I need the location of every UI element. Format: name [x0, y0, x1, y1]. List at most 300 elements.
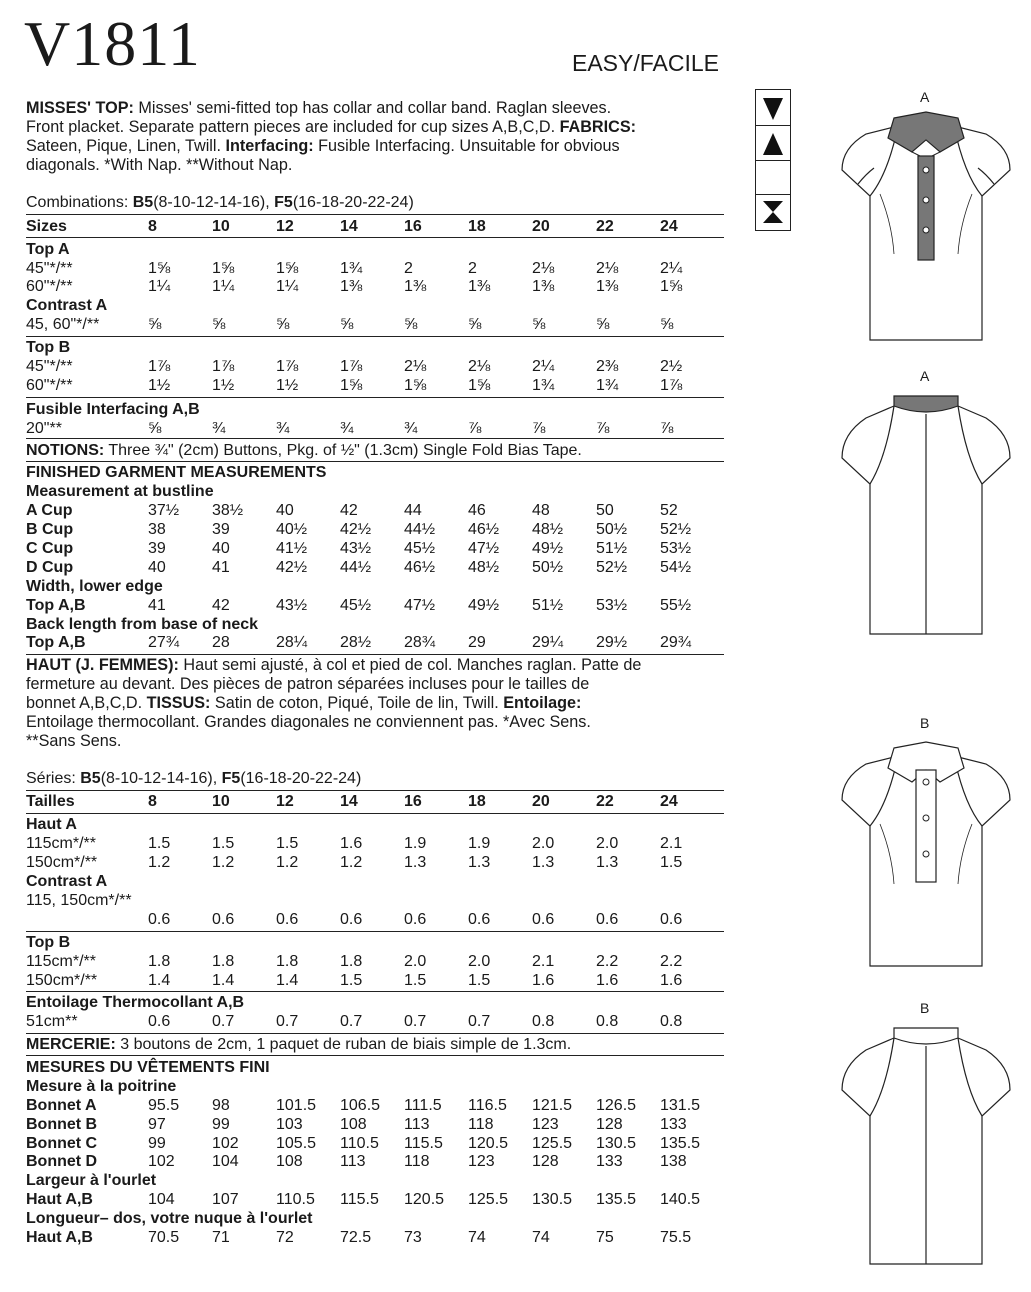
table-cell: 53½	[660, 540, 692, 557]
table-cell: 20	[532, 793, 550, 810]
row-label: 51cm**	[26, 1013, 78, 1030]
table-cell: 50½	[596, 521, 628, 538]
combo-code: F5	[221, 770, 241, 787]
row-label: A Cup	[26, 502, 73, 519]
table-cell: 44½	[404, 521, 436, 538]
table-cell: 20	[532, 218, 550, 235]
row-label: Bonnet C	[26, 1135, 98, 1152]
table-cell: 0.7	[468, 1013, 491, 1030]
row-label: Mesure à la poitrine	[26, 1078, 177, 1095]
table-row	[26, 615, 726, 634]
table-cell: 120.5	[404, 1191, 445, 1208]
symbol-divider	[756, 125, 790, 126]
table-cell: 135.5	[660, 1135, 701, 1152]
table-cell: 1.5	[148, 835, 171, 852]
sizes-header-row	[26, 217, 726, 236]
table-cell: 8	[148, 793, 157, 810]
view-b-front-sketch	[836, 734, 1016, 970]
tissus-heading: TISSUS:	[146, 694, 211, 712]
table-cell: 0.6	[276, 911, 299, 928]
table-row	[26, 1077, 726, 1096]
table-cell: 54½	[660, 559, 692, 576]
table-cell: 29¾	[660, 634, 692, 651]
table-cell: 28¾	[404, 634, 436, 651]
table-cell: 71	[212, 1229, 230, 1246]
table-cell: 41½	[276, 540, 308, 557]
table-cell: 104	[212, 1153, 239, 1170]
table-cell: 99	[148, 1135, 166, 1152]
difficulty-label: EASY/FACILE	[572, 50, 720, 76]
table-cell: 52½	[660, 521, 692, 538]
table-row	[26, 633, 726, 652]
table-cell: 2	[468, 260, 477, 277]
table-cell: 40½	[276, 521, 308, 538]
table-cell: 131.5	[660, 1097, 701, 1114]
table-row	[26, 1152, 726, 1171]
table-cell: 42	[340, 502, 358, 519]
table-cell: 55½	[660, 597, 692, 614]
desc-text: bonnet A,B,C,D.	[26, 694, 147, 712]
table-cell: 46½	[404, 559, 436, 576]
pattern-number: V1811	[24, 8, 201, 79]
row-label: Bonnet A	[26, 1097, 97, 1114]
table-cell: 0.6	[532, 911, 555, 928]
desc-text: Misses' semi-fitted top has collar and collar band. Raglan sleeves.	[133, 99, 612, 117]
notions-text: Three ¾" (2cm) Buttons, Pkg. of ½" (1.3cm) Single Fold Bias Tape.	[104, 442, 582, 459]
row-label: 150cm*/**	[26, 854, 98, 871]
table-cell: 123	[468, 1153, 495, 1170]
interfacing-heading: Interfacing:	[225, 137, 314, 155]
table-cell: 1¼	[148, 278, 171, 295]
table-cell: ⅝	[404, 316, 418, 333]
table-row	[26, 971, 726, 990]
table-cell: 2	[404, 260, 413, 277]
table-cell: 2.0	[404, 953, 427, 970]
table-cell: 29¼	[532, 634, 564, 651]
table-cell: 1.8	[148, 953, 171, 970]
table-cell: 41	[212, 559, 230, 576]
combo-code: F5	[274, 194, 293, 211]
row-label: Bonnet B	[26, 1116, 98, 1133]
table-cell: 1½	[212, 377, 235, 394]
table-cell: 39	[148, 540, 166, 557]
mercerie-row	[26, 1035, 726, 1054]
table-cell: 0.6	[404, 911, 427, 928]
table-cell: 18	[468, 793, 486, 810]
table-cell: 110.5	[340, 1135, 379, 1152]
combo-sizes: (8-10-12-14-16),	[153, 194, 270, 211]
table-cell: 2.0	[596, 835, 619, 852]
table-cell: 75	[596, 1229, 614, 1246]
table-cell: 1⅝	[340, 377, 363, 394]
table-cell: 47½	[468, 540, 500, 557]
combinations-label: Combinations:	[26, 194, 129, 211]
table-cell: 72.5	[340, 1229, 372, 1246]
table-cell: 1.3	[532, 854, 555, 871]
row-label: 45"*/**	[26, 260, 73, 277]
table-cell: 1.2	[148, 854, 171, 871]
row-label: Haut A	[26, 816, 77, 833]
row-label: Haut A,B	[26, 1191, 93, 1208]
table-cell: 1.5	[212, 835, 235, 852]
table-cell: 41	[148, 597, 166, 614]
table-cell: 2.2	[596, 953, 619, 970]
mercerie-heading: MERCERIE:	[26, 1036, 116, 1053]
table-cell: 0.6	[212, 911, 235, 928]
table-cell: 43½	[340, 540, 372, 557]
table-cell: 1.5	[340, 972, 363, 989]
table-cell: 1.9	[468, 835, 491, 852]
desc-heading: HAUT (J. FEMMES):	[26, 656, 179, 674]
table-cell: 113	[340, 1153, 366, 1170]
table-cell: 1⅝	[148, 260, 171, 277]
view-label: B	[920, 715, 930, 731]
table-cell: 1⅝	[468, 377, 491, 394]
table-cell: 123	[532, 1116, 559, 1133]
table-cell: 130.5	[596, 1135, 637, 1152]
table-cell: 2¼	[660, 260, 683, 277]
table-cell: 107	[212, 1191, 239, 1208]
table-cell: 38	[148, 521, 166, 538]
combo-code: B5	[80, 770, 101, 787]
table-cell: 1.8	[212, 953, 235, 970]
row-label: 115cm*/**	[26, 835, 96, 852]
table-cell: 47½	[404, 597, 436, 614]
table-rule	[26, 790, 724, 791]
table-cell: 0.7	[276, 1013, 299, 1030]
table-cell: 126.5	[596, 1097, 637, 1114]
table-cell: 118	[404, 1153, 430, 1170]
row-label: Longueur– dos, votre nuque à l'ourlet	[26, 1210, 313, 1227]
row-label: Width, lower edge	[26, 578, 163, 595]
table-cell: 1.4	[148, 972, 171, 989]
table-cell: 51½	[532, 597, 564, 614]
row-label: Tailles	[26, 793, 75, 810]
table-rule	[26, 991, 724, 992]
table-rule	[26, 1033, 724, 1034]
table-cell: 48½	[532, 521, 564, 538]
table-cell: ⅞	[660, 420, 674, 437]
table-row	[26, 1190, 726, 1209]
row-label: 60"*/**	[26, 377, 73, 394]
table-cell: 48	[532, 502, 550, 519]
desc-text: Front placket. Separate pattern pieces are included for cup sizes A,B,C,D.	[26, 118, 560, 136]
table-cell: 52	[660, 502, 678, 519]
table-row	[26, 338, 726, 357]
table-cell: 46½	[468, 521, 500, 538]
table-cell: 28	[212, 634, 230, 651]
table-cell: 0.8	[596, 1013, 619, 1030]
row-label: Contrast A	[26, 297, 108, 314]
table-row	[26, 277, 726, 296]
triangle-up-icon	[763, 133, 783, 155]
row-label: Haut A,B	[26, 1229, 93, 1246]
table-cell: 1.6	[660, 972, 683, 989]
table-cell: 1.3	[596, 854, 619, 871]
table-row	[26, 240, 726, 259]
desc-text: Sateen, Pique, Linen, Twill.	[26, 137, 226, 155]
symbol-divider	[756, 160, 790, 161]
table-cell: 1.5	[660, 854, 683, 871]
fabric-symbol-box	[755, 89, 791, 231]
table-cell: 1½	[276, 377, 299, 394]
table-cell: 0.7	[212, 1013, 235, 1030]
table-cell: 115.5	[404, 1135, 443, 1152]
table-rule	[26, 1055, 724, 1056]
view-label: A	[920, 368, 930, 384]
table-cell: 16	[404, 218, 422, 235]
notions-heading: NOTIONS:	[26, 442, 105, 459]
desc-text: Fusible Interfacing. Unsuitable for obvious	[313, 137, 620, 155]
table-cell: 0.6	[596, 911, 619, 928]
table-cell: 101.5	[276, 1097, 317, 1114]
table-row	[26, 1012, 726, 1031]
table-cell: 2.1	[532, 953, 555, 970]
table-row	[26, 993, 726, 1012]
english-description	[26, 99, 726, 175]
table-cell: 2⅛	[468, 358, 491, 375]
table-cell: 1⅞	[212, 358, 235, 375]
table-cell: 2⅛	[532, 260, 555, 277]
row-label: C Cup	[26, 540, 74, 557]
table-cell: 50	[596, 502, 614, 519]
row-label: Bonnet D	[26, 1153, 98, 1170]
table-cell: 99	[212, 1116, 230, 1133]
table-cell: ⅝	[276, 316, 290, 333]
table-cell: ⅞	[596, 420, 610, 437]
table-cell: 18	[468, 218, 486, 235]
table-row	[26, 400, 726, 419]
table-cell: 29½	[596, 634, 628, 651]
symbol-divider	[756, 194, 790, 195]
table-cell: 74	[532, 1229, 550, 1246]
table-cell: 104	[148, 1191, 175, 1208]
row-label: Top B	[26, 934, 71, 951]
table-cell: 1¼	[276, 278, 299, 295]
table-cell: 28½	[340, 634, 372, 651]
table-cell: 70.5	[148, 1229, 180, 1246]
table-cell: 0.6	[148, 911, 171, 928]
table-cell: 1.6	[340, 835, 363, 852]
table-cell: ⅝	[660, 316, 674, 333]
table-cell: 24	[660, 793, 678, 810]
table-cell: 116.5	[468, 1097, 507, 1114]
table-cell: 1⅝	[212, 260, 235, 277]
fabrics-heading: FABRICS:	[559, 118, 637, 136]
row-label: Top A,B	[26, 597, 86, 614]
table-row	[26, 501, 726, 520]
table-cell: 1.6	[532, 972, 555, 989]
table-cell: 1⅜	[596, 278, 619, 295]
table-cell: 39	[212, 521, 230, 538]
table-cell: 8	[148, 218, 157, 235]
desc-text: **Sans Sens.	[26, 732, 122, 750]
table-cell: 0.7	[340, 1013, 363, 1030]
table-cell: 53½	[596, 597, 628, 614]
table-row	[26, 815, 726, 834]
table-cell: 27¾	[148, 634, 180, 651]
table-cell: 2¼	[532, 358, 555, 375]
table-cell: 115.5	[340, 1191, 379, 1208]
table-cell: 1.2	[212, 854, 235, 871]
table-cell: 1.2	[276, 854, 299, 871]
table-cell: 1⅞	[340, 358, 363, 375]
table-cell: 1⅜	[532, 278, 555, 295]
table-cell: 28¼	[276, 634, 308, 651]
table-row	[26, 1096, 726, 1115]
row-label: Sizes	[26, 218, 67, 235]
table-cell: 140.5	[660, 1191, 701, 1208]
table-cell: ⅝	[468, 316, 482, 333]
mercerie-text: 3 boutons de 2cm, 1 paquet de ruban de biais simple de 1.3cm.	[115, 1036, 572, 1053]
table-cell: 46	[468, 502, 486, 519]
table-cell: 1.4	[212, 972, 235, 989]
row-label: Back length from base of neck	[26, 616, 259, 633]
table-row	[26, 933, 726, 952]
table-cell: 0.8	[532, 1013, 555, 1030]
table-rule	[26, 237, 724, 238]
table-cell: 135.5	[596, 1191, 637, 1208]
table-cell: 1.5	[276, 835, 299, 852]
view-b-back-sketch	[836, 1024, 1016, 1272]
combo-code: B5	[132, 194, 154, 211]
table-cell: 111.5	[404, 1097, 442, 1114]
table-cell: 10	[212, 218, 230, 235]
table-cell: 138	[660, 1153, 687, 1170]
table-cell: 1⅜	[404, 278, 427, 295]
notions-row	[26, 441, 726, 460]
table-row	[26, 1171, 726, 1190]
table-cell: 102	[212, 1135, 239, 1152]
table-cell: 40	[212, 540, 230, 557]
row-label: Entoilage Thermocollant A,B	[26, 994, 245, 1011]
table-cell: 1⅜	[340, 278, 363, 295]
desc-text: Haut semi ajusté, à col et pied de col. Manches raglan. Patte de	[178, 656, 642, 674]
table-cell: 108	[276, 1153, 303, 1170]
row-label: 115cm*/**	[26, 953, 96, 970]
desc-heading: MISSES' TOP:	[26, 99, 134, 117]
table-cell: 1⅞	[276, 358, 299, 375]
table-row	[26, 259, 726, 278]
table-row	[26, 834, 726, 853]
row-label: 20"**	[26, 420, 62, 437]
table-row	[26, 872, 726, 891]
table-cell: 38½	[212, 502, 244, 519]
table-cell: 50½	[532, 559, 564, 576]
table-cell: 1.4	[276, 972, 299, 989]
table-cell: 12	[276, 793, 294, 810]
table-cell: 1.5	[468, 972, 491, 989]
table-rule	[26, 214, 724, 215]
table-cell: 10	[212, 793, 230, 810]
table-cell: 51½	[596, 540, 628, 557]
table-cell: ⅝	[532, 316, 546, 333]
desc-text: Entoilage thermocollant. Grandes diagonales ne conviennent pas. *Avec Sens.	[26, 713, 591, 731]
table-rule	[26, 397, 724, 398]
table-cell: 0.7	[404, 1013, 427, 1030]
table-row	[26, 558, 726, 577]
table-row	[26, 419, 726, 438]
row-label: Fusible Interfacing A,B	[26, 401, 200, 418]
series-line	[26, 770, 361, 788]
table-cell: ¾	[212, 420, 226, 437]
table-cell: 1⅜	[468, 278, 491, 295]
sizes-header-row	[26, 792, 726, 811]
table-cell: 108	[340, 1116, 367, 1133]
table-row	[26, 357, 726, 376]
table-cell: ¾	[340, 420, 354, 437]
table-cell: 42	[212, 597, 230, 614]
table-cell: 133	[596, 1153, 623, 1170]
table-rule	[26, 438, 724, 439]
table-cell: 98	[212, 1097, 230, 1114]
table-cell: 128	[532, 1153, 559, 1170]
row-label: D Cup	[26, 559, 74, 576]
table-cell: 1⅝	[276, 260, 299, 277]
table-cell: ¾	[404, 420, 418, 437]
table-cell: ¾	[276, 420, 290, 437]
table-cell: 1⅞	[660, 377, 683, 394]
view-a-back-sketch	[836, 392, 1016, 642]
table-row	[26, 1134, 726, 1153]
table-cell: 0.6	[148, 1013, 171, 1030]
series-label: Séries:	[26, 770, 76, 787]
table-cell: ⅝	[340, 316, 354, 333]
table-cell: ⅞	[468, 420, 482, 437]
table-cell: 48½	[468, 559, 500, 576]
table-cell: 0.6	[468, 911, 491, 928]
table-cell: 95.5	[148, 1097, 180, 1114]
row-label: 60"*/**	[26, 278, 73, 295]
table-row	[26, 296, 726, 315]
table-rule	[26, 654, 724, 655]
row-label: MESURES DU VÊTEMENTS FINI	[26, 1059, 270, 1076]
table-cell: 97	[148, 1116, 166, 1133]
row-label: 45, 60"*/**	[26, 316, 100, 333]
row-label: Top A	[26, 241, 70, 258]
table-cell: 1.5	[404, 972, 427, 989]
table-cell: 22	[596, 793, 614, 810]
table-cell: ⅝	[148, 420, 162, 437]
table-cell: 16	[404, 793, 422, 810]
table-cell: 49½	[532, 540, 564, 557]
row-label: 45"*/**	[26, 358, 73, 375]
table-row	[26, 910, 726, 929]
table-cell: 73	[404, 1229, 422, 1246]
table-rule	[26, 813, 724, 814]
table-cell: 44	[404, 502, 422, 519]
table-cell: 2.0	[468, 953, 491, 970]
table-cell: 2½	[660, 358, 683, 375]
view-a-front-sketch	[836, 104, 1016, 349]
row-label: B Cup	[26, 521, 74, 538]
table-cell: 29	[468, 634, 486, 651]
table-cell: 1.8	[340, 953, 363, 970]
table-cell: 2.2	[660, 953, 683, 970]
row-label: Contrast A	[26, 873, 108, 890]
row-label: Top A,B	[26, 634, 86, 651]
table-cell: 1.9	[404, 835, 427, 852]
table-row	[26, 520, 726, 539]
table-cell: 125.5	[468, 1191, 509, 1208]
table-cell: ⅝	[148, 316, 162, 333]
table-cell: 103	[276, 1116, 303, 1133]
row-label: Measurement at bustline	[26, 483, 214, 500]
entoilage-heading: Entoilage:	[503, 694, 582, 712]
table-cell: 14	[340, 218, 358, 235]
table-row	[26, 891, 726, 910]
table-row	[26, 952, 726, 971]
